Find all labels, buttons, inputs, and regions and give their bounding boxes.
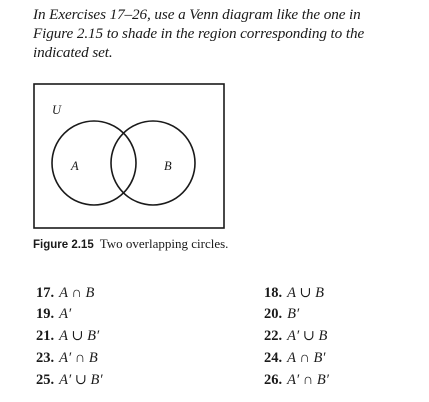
exercise-number: 18. (264, 285, 283, 301)
exercise-set-expression: A′ ∪ B (287, 328, 328, 344)
exercise-set-expression: A ∩ B′ (287, 350, 326, 366)
exercise-number: 24. (264, 350, 283, 366)
exercise-item (264, 349, 325, 367)
circle-b (111, 121, 195, 205)
exercise-number: 17. (36, 285, 55, 301)
exercise-item (264, 371, 329, 389)
exercise-set-expression: A ∪ B′ (59, 328, 100, 344)
exercise-item (36, 327, 99, 345)
exercise-item (36, 349, 98, 367)
venn-diagram-drawing (33, 83, 225, 229)
exercise-number: 26. (264, 372, 283, 388)
exercise-item (264, 284, 324, 302)
exercise-number: 20. (264, 306, 283, 322)
venn-diagram (33, 83, 225, 229)
exercise-item (36, 371, 103, 389)
exercise-set-expression: A′ ∩ B′ (287, 372, 329, 388)
exercise-item (36, 305, 71, 323)
figure-caption (33, 236, 228, 253)
exercise-set-expression: A ∪ B (287, 285, 324, 301)
exercise-set-expression: B′ (287, 306, 300, 322)
exercise-item (264, 327, 327, 345)
exercise-item (264, 305, 299, 323)
exercise-number: 25. (36, 372, 55, 388)
universe-label: U (52, 103, 62, 117)
exercise-set-expression: A′ ∩ B (59, 350, 98, 366)
exercise-number: 23. (36, 350, 55, 366)
universe-rectangle (34, 84, 224, 228)
exercise-set-expression: A′ ∪ B′ (59, 372, 103, 388)
set-a-label: A (71, 159, 79, 173)
exercise-number: 22. (264, 328, 283, 344)
figure-number: Figure 2.15 (33, 239, 94, 251)
exercise-set-expression: A′ (59, 306, 72, 322)
exercise-item (36, 284, 94, 302)
figure-caption-text: Two overlapping circles. (99, 236, 229, 251)
exercise-instructions: In Exercises 17–26, use a Venn diagram like the one in Figure 2.15 to shade in the region corresponding to the indicated set. (33, 6, 365, 61)
exercise-number: 21. (36, 328, 55, 344)
exercise-set-expression: A ∩ B (59, 285, 95, 301)
set-b-label: B (164, 159, 172, 173)
exercise-number: 19. (36, 306, 55, 322)
